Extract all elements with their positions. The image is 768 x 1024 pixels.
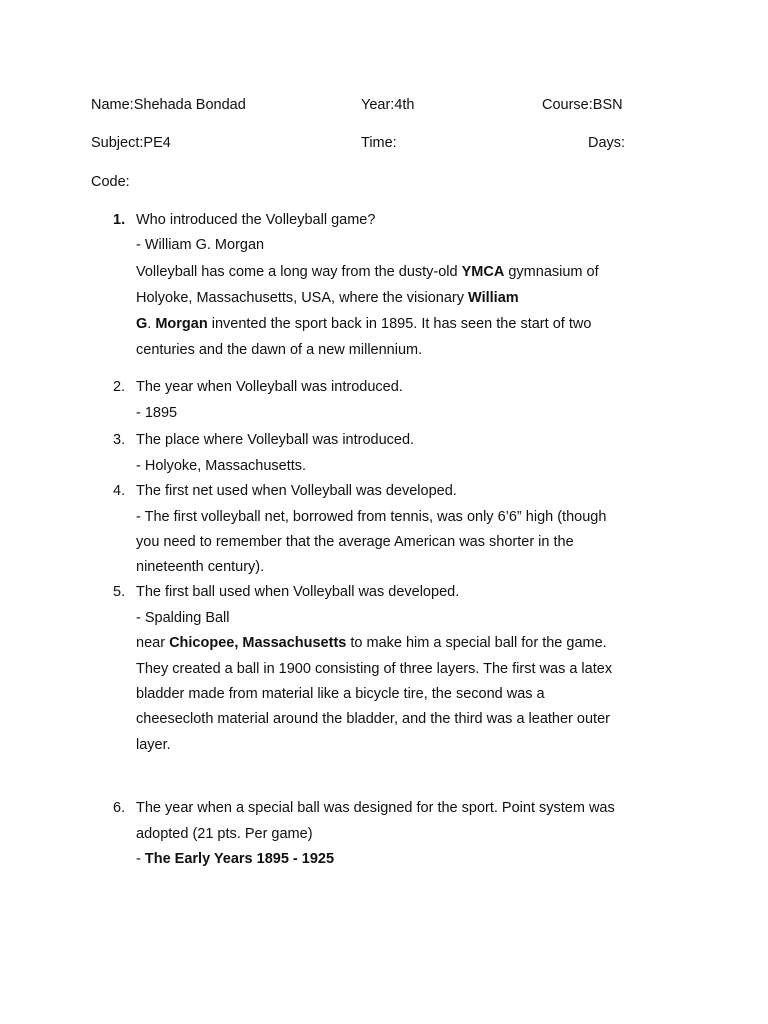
question-6: The year when a special ball was designed for the sport. Point system was: [136, 800, 615, 816]
time-field: Time:: [361, 135, 397, 151]
list-number: 2.: [113, 379, 126, 395]
days-field: Days:: [588, 135, 626, 151]
paragraph-line: layer.: [136, 737, 171, 753]
list-number: 5.: [113, 584, 126, 600]
paragraph-line: Volleyball has come a long way from the dusty-old YMCA gymnasium of: [136, 264, 599, 280]
question-2: The year when Volleyball was introduced.: [136, 379, 403, 395]
year-field: Year:4th: [361, 97, 415, 113]
code-field: Code:: [91, 174, 130, 190]
answer-4-line: nineteenth century).: [136, 559, 265, 575]
question-6-cont: adopted (21 pts. Per game): [136, 826, 313, 842]
answer-6: - The Early Years 1895 - 1925: [136, 851, 335, 867]
name-field: Name:Shehada Bondad: [91, 97, 246, 113]
answer-5: - Spalding Ball: [136, 610, 230, 626]
course-field: Course:BSN: [542, 97, 623, 113]
paragraph-line: near Chicopee, Massachusetts to make him a special ball for the game.: [136, 635, 607, 651]
question-4: The first net used when Volleyball was developed.: [136, 483, 457, 499]
list-number: 6.: [113, 800, 126, 816]
list-number: 4.: [113, 483, 126, 499]
list-number: 1.: [113, 212, 126, 228]
question-3: The place where Volleyball was introduced.: [136, 432, 415, 448]
paragraph-line: bladder made from material like a bicycle tire, the second was a: [136, 686, 545, 702]
answer-4-line: you need to remember that the average American was shorter in the: [136, 534, 574, 550]
paragraph-line: They created a ball in 1900 consisting of three layers. The first was a latex: [136, 661, 613, 677]
paragraph-line: cheesecloth material around the bladder, and the third was a leather outer: [136, 711, 610, 727]
question-1: Who introduced the Volleyball game?: [136, 212, 376, 228]
answer-3: - Holyoke, Massachusetts.: [136, 458, 307, 474]
paragraph-line: centuries and the dawn of a new millennium.: [136, 342, 423, 358]
answer-4-line: - The first volleyball net, borrowed from tennis, was only 6’6” high (though: [136, 509, 607, 525]
question-5: The first ball used when Volleyball was developed.: [136, 584, 460, 600]
paragraph-line: G. Morgan invented the sport back in 1895. It has seen the start of two: [136, 316, 592, 332]
answer-2: - 1895: [136, 405, 178, 421]
list-number: 3.: [113, 432, 126, 448]
answer-1: - William G. Morgan: [136, 237, 265, 253]
paragraph-line: Holyoke, Massachusetts, USA, where the visionary William: [136, 290, 519, 306]
subject-field: Subject:PE4: [91, 135, 171, 151]
